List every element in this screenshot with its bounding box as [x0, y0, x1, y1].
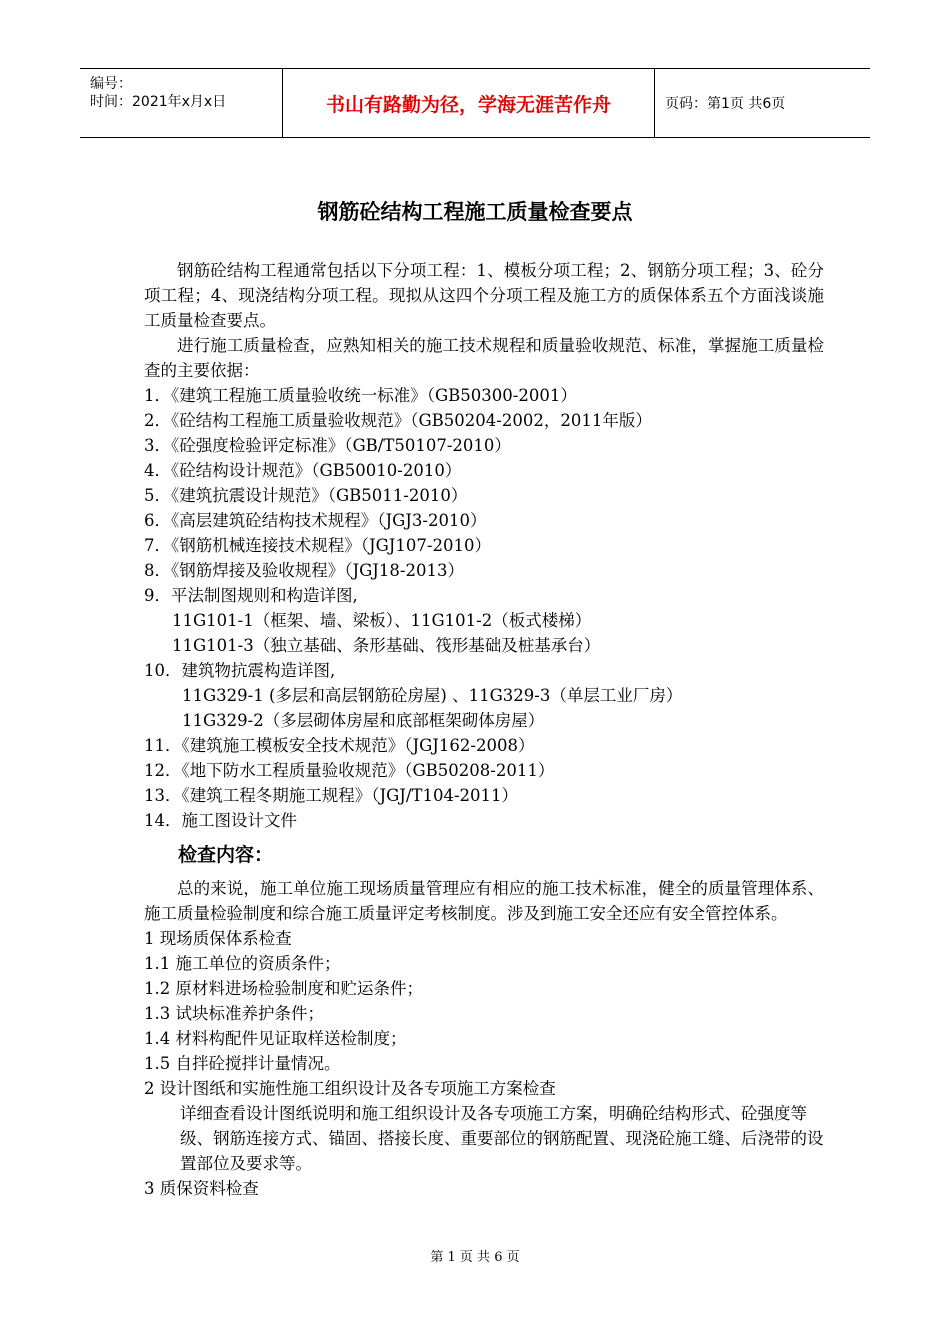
- document-number-label: 编号：: [90, 76, 132, 92]
- page-footer: 第 1 页 共 6 页: [430, 1250, 520, 1265]
- basis-subitem: 11G329-1 (多层和高层钢筋砼房屋) 、11G329-3（单层工业厂房）: [182, 686, 683, 705]
- basis-item: 3．《砼强度检验评定标准》（GB/T50107-2010）: [144, 436, 511, 455]
- check-item: 1.4 材料构配件见证取样送检制度；: [144, 1029, 407, 1048]
- document-title: 钢筋砼结构工程施工质量检查要点: [317, 200, 633, 224]
- basis-item: 6．《高层建筑砼结构技术规程》（JGJ3-2010）: [144, 511, 487, 530]
- basis-item: 2．《砼结构工程施工质量验收规范》（GB50204-2002，2011年版）: [144, 411, 652, 430]
- basis-item: 9．平法制图规则和构造详图,: [144, 586, 358, 605]
- basis-item: 7．《钢筋机械连接技术规程》（JGJ107-2010）: [144, 536, 491, 555]
- check-content-heading: 检查内容：: [178, 844, 274, 866]
- check-item: 1.3 试块标准养护条件；: [144, 1004, 324, 1023]
- check-item: 1.1 施工单位的资质条件；: [144, 954, 341, 973]
- header-meta: [80, 69, 282, 137]
- intro-paragraph: 进行施工质量检查，应熟知相关的施工技术规程和质量验收规范、标准，掌握施工质量检查的主要依据：: [144, 336, 824, 380]
- basis-item: 1．《建筑工程施工质量验收统一标准》（GB50300-2001）: [144, 386, 577, 405]
- document-date-label: 时间：2021年x月x日: [90, 94, 227, 110]
- basis-subitem: 11G329-2（多层砌体房屋和底部框架砌体房屋）: [182, 711, 545, 730]
- basis-item: 11．《建筑施工模板安全技术规范》（JGJ162-2008）: [144, 736, 535, 755]
- basis-subitem: 11G101-3（独立基础、条形基础、筏形基础及桩基承台）: [172, 636, 601, 655]
- check-item: 1.5 自拌砼搅拌计量情况。: [144, 1054, 341, 1073]
- basis-item: 10．建筑物抗震构造详图,: [144, 661, 336, 680]
- check-item: 1.2 原材料进场检验制度和贮运条件；: [144, 979, 423, 998]
- header-motto: 书山有路勤为径，学海无涯苦作舟: [282, 69, 655, 137]
- header-page-label: 页码：第1页 共6页: [665, 96, 786, 112]
- basis-item: 13．《建筑工程冬期施工规程》（JGJ/T104-2011）: [144, 786, 519, 805]
- basis-item: 5．《建筑抗震设计规范》（GB5011-2010）: [144, 486, 468, 505]
- header-table: [80, 68, 870, 138]
- basis-item: 8．《钢筋焊接及验收规程》（JGJ18-2013）: [144, 561, 464, 580]
- check-item: 2 设计图纸和实施性施工组织设计及各专项施工方案检查: [144, 1079, 556, 1098]
- basis-subitem: 11G101-1（框架、墙、梁板）、11G101-2（板式楼梯）: [172, 611, 592, 630]
- document-body: [144, 258, 824, 1201]
- intro-paragraph: 钢筋砼结构工程通常包括以下分项工程：1、模板分项工程；2、钢筋分项工程；3、砼分项工程；4、现浇结构分项工程。现拟从这四个分项工程及施工方的质保体系五个方面浅谈施工质量检查要点。: [144, 261, 824, 330]
- check-item: 3 质保资料检查: [144, 1179, 259, 1198]
- basis-item: 14．施工图设计文件: [144, 811, 297, 830]
- check-item-detail: 详细查看设计图纸说明和施工组织设计及各专项施工方案，明确砼结构形式、砼强度等级、钢筋连接方式、锚固、搭接长度、重要部位的钢筋配置、现浇砼施工缝、后浇带的设置部位及要求等。: [180, 1104, 824, 1173]
- check-item: 1 现场质保体系检查: [144, 929, 292, 948]
- check-intro-paragraph: 总的来说，施工单位施工现场质量管理应有相应的施工技术标准，健全的质量管理体系、施工质量检验制度和综合施工质量评定考核制度。涉及到施工安全还应有安全管控体系。: [144, 879, 824, 923]
- basis-item: 12．《地下防水工程质量验收规范》（GB50208-2011）: [144, 761, 555, 780]
- basis-item: 4．《砼结构设计规范》（GB50010-2010）: [144, 461, 462, 480]
